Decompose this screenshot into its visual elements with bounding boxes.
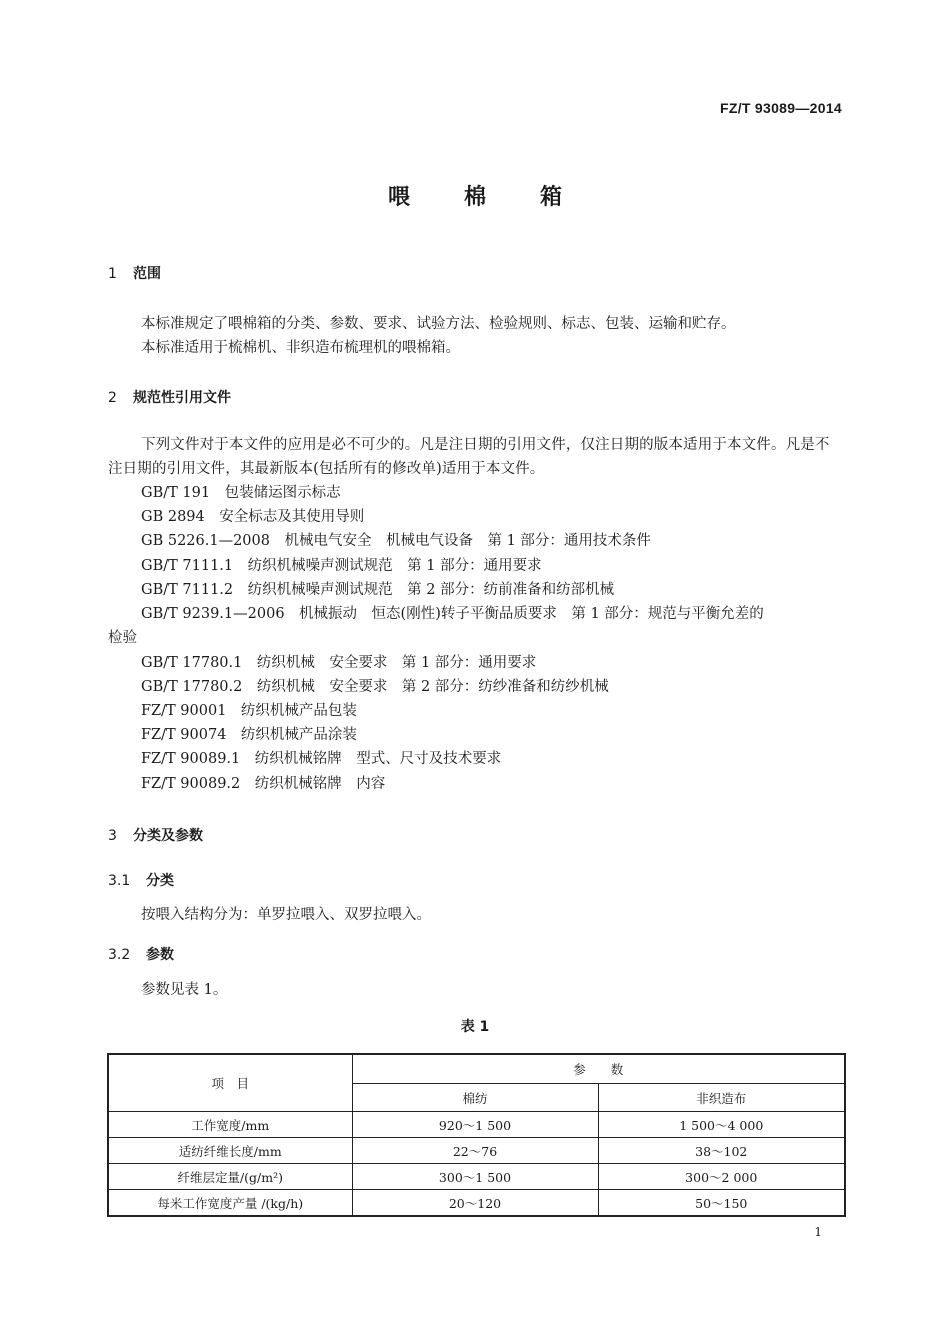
row-label: 每米工作宽度产量 /(kg/h) bbox=[108, 1190, 352, 1217]
section-title: 分类 bbox=[146, 873, 174, 889]
section-title: 参数 bbox=[146, 947, 174, 963]
section-title: 范围 bbox=[133, 266, 161, 282]
cotton-value: 22～76 bbox=[352, 1138, 598, 1164]
section-3-heading bbox=[108, 825, 203, 845]
page-number: 1 bbox=[814, 1225, 822, 1239]
reference-item: FZ/T 90089.2 纺织机械铭牌 内容 bbox=[141, 776, 386, 792]
reference-item: FZ/T 90074 纺织机械产品涂装 bbox=[141, 727, 357, 743]
reference-item: FZ/T 90089.1 纺织机械铭牌 型式、尺寸及技术要求 bbox=[141, 751, 502, 767]
reference-item: GB/T 7111.1 纺织机械噪声测试规范 第 1 部分：通用要求 bbox=[141, 558, 542, 574]
table-row bbox=[108, 1164, 845, 1190]
reference-item: GB/T 17780.1 纺织机械 安全要求 第 1 部分：通用要求 bbox=[141, 655, 537, 671]
section-title: 分类及参数 bbox=[133, 828, 203, 844]
header-params-cell: 参 数 bbox=[352, 1054, 845, 1084]
section-number: 3 bbox=[108, 828, 117, 844]
row-label: 适纺纤维长度/mm bbox=[108, 1138, 352, 1164]
section-1-para-2: 本标准适用于梳棉机、非织造布梳理机的喂棉箱。 bbox=[141, 340, 460, 356]
parameter-table bbox=[107, 1053, 846, 1217]
section-3-2-text: 参数见表 1。 bbox=[141, 982, 228, 998]
table-row bbox=[108, 1112, 845, 1138]
nonwoven-value: 50～150 bbox=[598, 1190, 845, 1217]
header-cotton-cell: 棉纺 bbox=[352, 1084, 598, 1112]
reference-item: GB 2894 安全标志及其使用导则 bbox=[141, 509, 365, 525]
cotton-value: 20～120 bbox=[352, 1190, 598, 1217]
row-label: 工作宽度/mm bbox=[108, 1112, 352, 1138]
reference-item: GB 5226.1—2008 机械电气安全 机械电气设备 第 1 部分：通用技术条件 bbox=[141, 533, 651, 549]
header-item-cell: 项 目 bbox=[108, 1054, 352, 1112]
section-3-1-text: 按喂入结构分为：单罗拉喂入、双罗拉喂入。 bbox=[141, 907, 431, 923]
title-char: 箱 bbox=[540, 185, 563, 210]
nonwoven-value: 300～2 000 bbox=[598, 1164, 845, 1190]
table-row bbox=[108, 1138, 845, 1164]
header-nonwoven-cell: 非织造布 bbox=[598, 1084, 845, 1112]
section-1-heading bbox=[108, 263, 161, 283]
table-row bbox=[108, 1190, 845, 1217]
reference-continuation: 检验 bbox=[108, 630, 137, 646]
table-caption: 表 1 bbox=[460, 1019, 490, 1035]
section-1-para-1: 本标准规定了喂棉箱的分类、参数、要求、试验方法、检验规则、标志、包装、运输和贮存。 bbox=[141, 316, 736, 332]
table-header-row bbox=[108, 1054, 845, 1084]
section-2-heading bbox=[108, 387, 231, 407]
section-number: 2 bbox=[108, 390, 117, 406]
nonwoven-value: 38～102 bbox=[598, 1138, 845, 1164]
section-title: 规范性引用文件 bbox=[133, 390, 231, 406]
nonwoven-value: 1 500～4 000 bbox=[598, 1112, 845, 1138]
reference-item: FZ/T 90001 纺织机械产品包装 bbox=[141, 703, 357, 719]
title-char: 喂 bbox=[387, 185, 410, 210]
row-label: 纤维层定量/(g/m²) bbox=[108, 1164, 352, 1190]
cotton-value: 920～1 500 bbox=[352, 1112, 598, 1138]
section-number: 3.2 bbox=[108, 947, 131, 963]
reference-item: GB/T 7111.2 纺织机械噪声测试规范 第 2 部分：纺前准备和纺部机械 bbox=[141, 582, 615, 598]
cotton-value: 300～1 500 bbox=[352, 1164, 598, 1190]
reference-item: GB/T 17780.2 纺织机械 安全要求 第 2 部分：纺纱准备和纺纱机械 bbox=[141, 679, 609, 695]
reference-item: GB/T 191 包装储运图示标志 bbox=[141, 485, 341, 501]
title-char: 棉 bbox=[463, 185, 486, 210]
document-title bbox=[0, 180, 950, 211]
section-number: 3.1 bbox=[108, 873, 131, 889]
section-2-intro: 下列文件对于本文件的应用是必不可少的。凡是注日期的引用文件，仅注日期的版本适用于本文件。凡是不注日期的引用文件，其最新版本(包括所有的修改单)适用于本文件。 bbox=[108, 437, 830, 477]
section-number: 1 bbox=[108, 266, 117, 282]
reference-item: GB/T 9239.1—2006 机械振动 恒态(刚性)转子平衡品质要求 第 1 部分：规范与平衡允差的 bbox=[141, 606, 764, 622]
section-3-1-heading bbox=[108, 870, 174, 890]
section-3-2-heading bbox=[108, 944, 174, 964]
standard-code: FZ/T 93089—2014 bbox=[719, 100, 842, 116]
